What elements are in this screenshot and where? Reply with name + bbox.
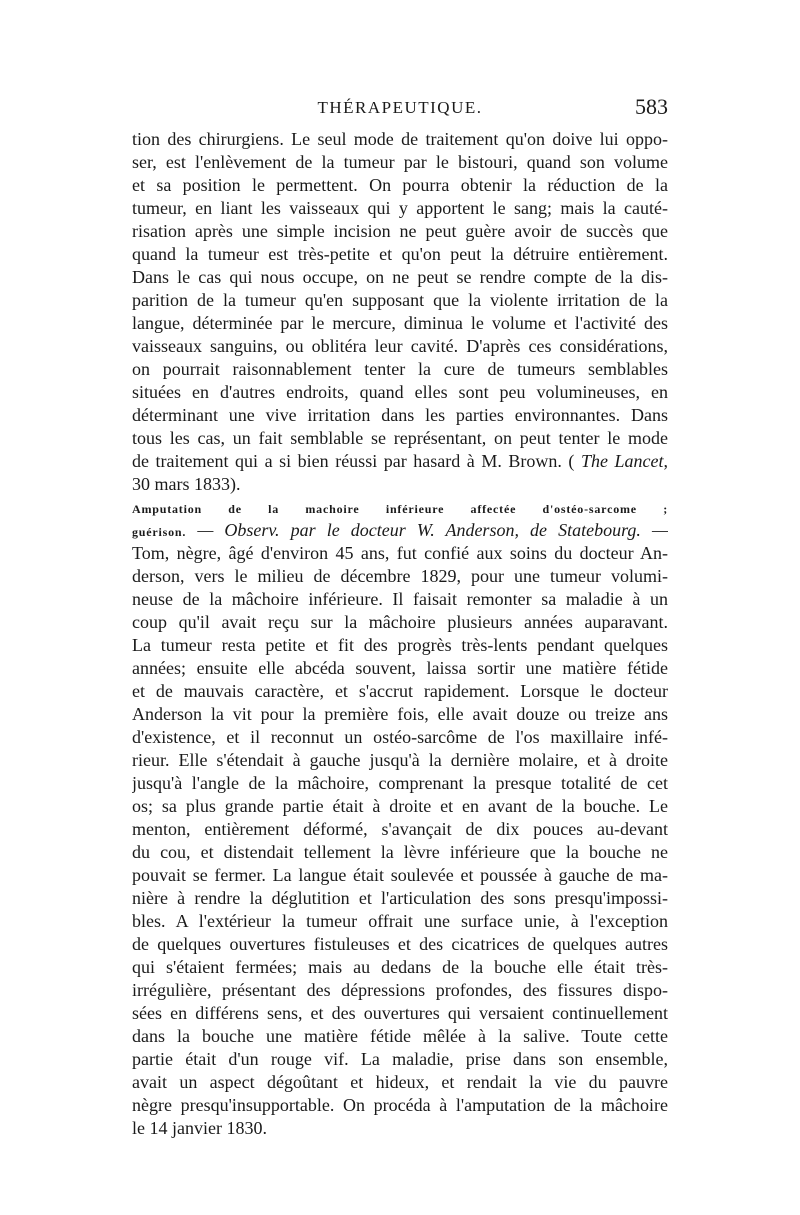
text-line: jusqu'à l'angle de la mâchoire, comprenant la presque totalité de cet — [132, 773, 668, 793]
text-line: on pourrait raisonnablement tenter la cure de tumeurs semblables — [132, 359, 668, 379]
text-line: derson, vers le milieu de décembre 1829, pour une tumeur volumi- — [132, 566, 668, 586]
text-line: années; ensuite elle abcéda souvent, laissa sortir une matière fétide — [132, 658, 668, 678]
text-line: La tumeur resta petite et fit des progrès très-lents pendant quelques — [132, 635, 668, 655]
text-line: vaisseaux sanguins, ou oblitéra leur cavité. D'après ces considérations, — [132, 336, 668, 356]
text-line: nière à rendre la déglutition et l'articulation des sons presqu'impossi- — [132, 888, 668, 908]
text-line: os; sa plus grande partie était à droite et en avant de la bouche. Le — [132, 796, 668, 816]
text-line: irrégulière, présentant des dépressions profondes, des fissures dispo- — [132, 980, 668, 1000]
text-line: déterminant une vive irritation dans les parties environnantes. Dans — [132, 405, 668, 425]
text-line: de quelques ouvertures fistuleuses et des cicatrices de quelques autres — [132, 934, 668, 954]
text-line: dans la bouche une matière fétide mêlée à la salive. Toute cette — [132, 1026, 668, 1046]
text-line: Anderson la vit pour la première fois, elle avait douze ou treize ans — [132, 704, 668, 724]
text-line: bles. A l'extérieur la tumeur offrait une surface unie, à l'exception — [132, 911, 668, 931]
paragraph-1 — [132, 128, 668, 496]
text-line: Dans le cas qui nous occupe, on ne peut se rendre compte de la dis- — [132, 267, 668, 287]
page-number: 583 — [635, 94, 668, 119]
text-line: avait un aspect dégoûtant et hideux, et rendait la vie du pauvre — [132, 1072, 668, 1092]
text-line: sées en différens sens, et des ouvertures qui versaient continuellement — [132, 1003, 668, 1023]
text-line: Tom, nègre, âgé d'environ 45 ans, fut confié aux soins du docteur An- — [132, 543, 668, 563]
heading-observer: — Observ. par le docteur W. Anderson, de Statebourg. — — [197, 520, 668, 540]
text-line: d'existence, et il reconnut un ostéo-sarcôme de l'os maxillaire infé- — [132, 727, 668, 747]
text-line: situées en d'autres endroits, quand elles sont peu volumineuses, en — [132, 382, 668, 402]
text-line: du cou, et distendait tellement la lèvre inférieure que la bouche ne — [132, 842, 668, 862]
text-line: partie était d'un rouge vif. La maladie, prise dans son ensemble, — [132, 1049, 668, 1069]
text-line: langue, déterminée par le mercure, diminua le volume et l'activité des — [132, 313, 668, 333]
text-line: tumeur, en liant les vaisseaux qui y apportent le sang; mais la cauté- — [132, 198, 668, 218]
text-line: tion des chirurgiens. Le seul mode de traitement qu'on doive lui oppo- — [132, 129, 668, 149]
running-title: THÉRAPEUTIQUE. — [317, 98, 483, 117]
text-segment: de traitement qui a si bien réussi par hasard à M. Brown. ( — [132, 451, 575, 471]
text-line: ser, est l'enlèvement de la tumeur par le bistouri, quand son volume — [132, 152, 668, 172]
text-line: menton, entièrement déformé, s'avançait de dix pouces au-devant — [132, 819, 668, 839]
body-text — [132, 128, 668, 1140]
text-line-with-citation — [132, 450, 668, 473]
citation-journal: The Lancet — [580, 451, 664, 471]
text-line: pouvait se fermer. La langue était soulevée et poussée à gauche de ma- — [132, 865, 668, 885]
text-line: parition de la tumeur qu'en supposant que la violente irritation de la — [132, 290, 668, 310]
section-heading — [132, 496, 668, 542]
text-line: et sa position le permettent. On pourra obtenir la réduction de la — [132, 175, 668, 195]
page-header — [132, 94, 668, 122]
heading-title-text: Amputation de la machoire inférieure affectée d'ostéo-sarcome ; — [132, 502, 668, 516]
text-line: tous les cas, un fait semblable se représentant, on peut tenter le mode — [132, 428, 668, 448]
text-line: rieur. Elle s'étendait à gauche jusqu'à la dernière molaire, et à droite — [132, 750, 668, 770]
citation-date: 30 mars 1833). — [132, 474, 241, 494]
text-line: risation après une simple incision ne peut guère avoir de succès que — [132, 221, 668, 241]
text-line: nègre presqu'insupportable. On procéda à l'amputation de la mâchoire — [132, 1095, 668, 1115]
text-line: neuse de la mâchoire inférieure. Il faisait remonter sa maladie à un — [132, 589, 668, 609]
text-line: quand la tumeur est très-petite et qu'on peut la détruire entièrement. — [132, 244, 668, 264]
heading-byline — [132, 519, 668, 542]
heading-title — [132, 496, 668, 519]
text-line: et de mauvais caractère, et s'accrut rapidement. Lorsque le docteur — [132, 681, 668, 701]
citation-punctuation: , — [663, 451, 668, 471]
text-line: qui s'étaient fermées; mais au dedans de la bouche elle était très- — [132, 957, 668, 977]
text-line: coup qu'il avait reçu sur la mâchoire plusieurs années auparavant. — [132, 612, 668, 632]
heading-result: guérison. — [132, 525, 187, 539]
paragraph-2 — [132, 542, 668, 1140]
text-line: le 14 janvier 1830. — [132, 1118, 267, 1138]
